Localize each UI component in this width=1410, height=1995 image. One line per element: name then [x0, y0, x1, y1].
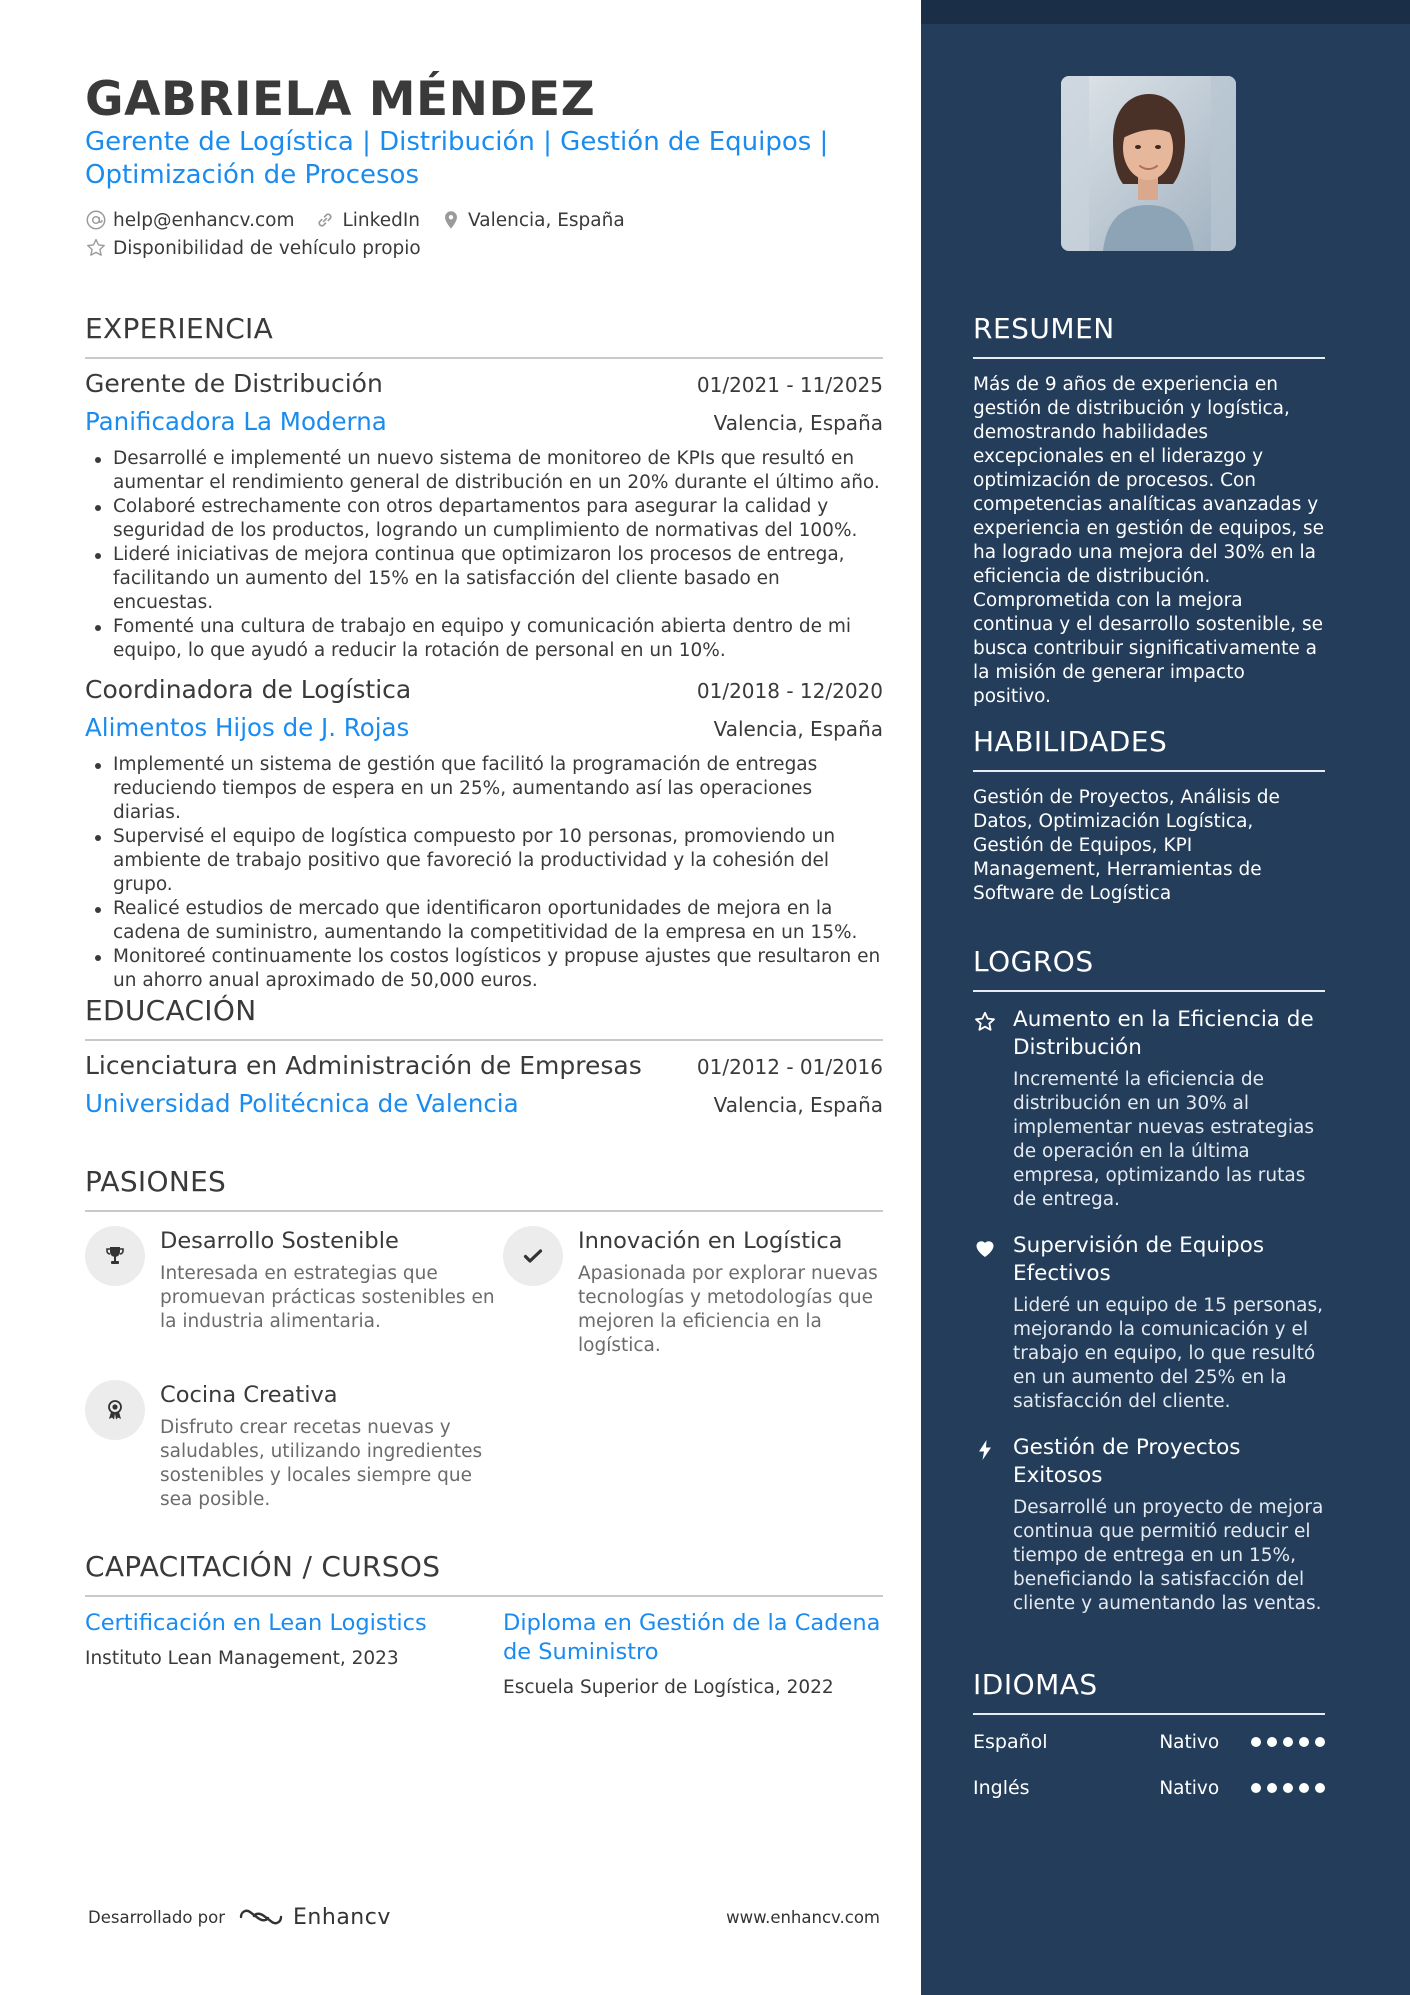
- rating-dot: [1267, 1783, 1277, 1793]
- course-institution: Escuela Superior de Logística, 2022: [503, 1677, 834, 1698]
- passion-item: [503, 1226, 883, 1358]
- trophy-icon: [85, 1226, 145, 1286]
- achievements-section: [973, 945, 1325, 1636]
- location-text: Valencia, España: [468, 209, 625, 231]
- rating-dot: [1299, 1737, 1309, 1747]
- passion-desc: Apasionada por explorar nuevas tecnologías y metodologías que mejoren la eficiencia en la logística.: [578, 1263, 878, 1356]
- job-role: Coordinadora de Logística: [85, 675, 412, 704]
- job-dates: 01/2018 - 12/2020: [696, 679, 883, 703]
- candidate-name: GABRIELA MÉNDEZ: [85, 72, 596, 127]
- linkedin-item[interactable]: [314, 209, 420, 231]
- star-icon: [973, 1006, 1013, 1212]
- achievement-desc: Lideré un equipo de 15 personas, mejorando la comunicación y el trabajo en equipo, lo que resultó en un aumento del 25% en la satisfacción del cliente.: [1013, 1295, 1323, 1412]
- achievement-title: Supervisión de Equipos Efectivos: [1013, 1233, 1265, 1286]
- achievement-item: [973, 1434, 1325, 1616]
- education-section: [85, 994, 883, 1127]
- star-outline-icon: [85, 237, 107, 259]
- achievement-desc: Desarrollé un proyecto de mejora continua que permitió reducir el tiempo de entrega en un 15%, beneficiando la satisfacción del cliente y aumentando las ventas.: [1013, 1497, 1324, 1614]
- achievement-title: Aumento en la Eficiencia de Distribución: [1013, 1007, 1314, 1060]
- language-rating: [1251, 1783, 1325, 1793]
- skills-text: Gestión de Proyectos, Análisis de Datos, Optimización Logística, Gestión de Equipos, KPI Management, Herramientas de Software de Logística: [973, 787, 1280, 904]
- passion-desc: Disfruto crear recetas nuevas y saludables, utilizando ingredientes sostenibles y locales siempre que sea posible.: [160, 1417, 483, 1510]
- made-by-text: Desarrollado por: [88, 1907, 226, 1927]
- bullet-item: Realicé estudios de mercado que identificaron oportunidades de mejora en la cadena de suministro, aumentando la competitividad de la empresa en un 15%.: [85, 897, 883, 945]
- heart-icon: [973, 1232, 1013, 1414]
- award-icon: [85, 1380, 145, 1440]
- skills-section: [973, 725, 1325, 906]
- job-entry: [85, 675, 883, 993]
- rating-dot: [1251, 1737, 1261, 1747]
- achievement-desc: Incrementé la eficiencia de distribución en un 30% al implementar nuevas estrategias de operación en la última empresa, optimizando las rutas de entrega.: [1013, 1069, 1314, 1210]
- experience-section: [85, 312, 883, 993]
- rating-dot: [1315, 1737, 1325, 1747]
- email-text: help@enhancv.com: [113, 209, 295, 231]
- education-location: Valencia, España: [713, 1093, 883, 1117]
- job-dates: 01/2021 - 11/2025: [696, 373, 883, 397]
- bolt-icon: [973, 1434, 1013, 1616]
- languages-title: IDIOMAS: [973, 1668, 1325, 1715]
- bullet-item: Fomenté una cultura de trabajo en equipo y comunicación abierta dentro de mi equipo, lo que ayudó a reducir la rotación de personal en un 10%.: [85, 615, 883, 663]
- check-icon: [503, 1226, 563, 1286]
- school: Universidad Politécnica de Valencia: [85, 1089, 519, 1118]
- course-title: Certificación en Lean Logistics: [85, 1610, 427, 1636]
- job-entry: [85, 369, 883, 663]
- summary-title: RESUMEN: [973, 312, 1325, 359]
- course-item: [85, 1609, 503, 1698]
- email-item[interactable]: [85, 209, 294, 231]
- footer-url[interactable]: www.enhancv.com: [726, 1907, 880, 1927]
- rating-dot: [1315, 1783, 1325, 1793]
- language-rating: [1251, 1737, 1325, 1747]
- job-location: Valencia, España: [713, 411, 883, 435]
- education-dates: 01/2012 - 01/2016: [696, 1055, 883, 1079]
- bullet-item: Monitoreé continuamente los costos logísticos y propuse ajustes que resultaron en un ahorro anual aproximado de 50,000 euros.: [85, 945, 883, 993]
- languages-section: [973, 1668, 1325, 1811]
- footer: [88, 1904, 880, 1930]
- sidebar: [921, 0, 1410, 1995]
- rating-dot: [1299, 1783, 1309, 1793]
- passions-section: [85, 1165, 883, 1512]
- bullet-item: Colaboré estrechamente con otros departamentos para asegurar la calidad y seguridad de los productos, logrando un cumplimiento de normativas del 100%.: [85, 495, 883, 543]
- job-company: Panificadora La Moderna: [85, 407, 387, 436]
- rating-dot: [1283, 1737, 1293, 1747]
- course-item: [503, 1609, 883, 1698]
- skills-title: HABILIDADES: [973, 725, 1325, 772]
- language-name: Inglés: [973, 1777, 1030, 1799]
- enhancv-logo-icon: [237, 1904, 285, 1930]
- job-location: Valencia, España: [713, 717, 883, 741]
- rating-dot: [1251, 1783, 1261, 1793]
- degree: Licenciatura en Administración de Empresas: [85, 1051, 642, 1080]
- rating-dot: [1267, 1737, 1277, 1747]
- link-icon: [314, 209, 336, 231]
- language-level: Nativo: [1159, 1777, 1220, 1799]
- bullet-item: Implementé un sistema de gestión que facilitó la programación de entregas reduciendo tiempos de espera en un 25%, aumentando así las operaciones diarias.: [85, 753, 883, 825]
- passion-item: [85, 1380, 503, 1512]
- education-entry: [85, 1051, 883, 1127]
- education-title: EDUCACIÓN: [85, 994, 883, 1041]
- brand-name: Enhancv: [293, 1904, 391, 1930]
- bullet-item: Supervisé el equipo de logística compuesto por 10 personas, promoviendo un ambiente de trabajo positivo que favoreció la productividad y la cohesión del grupo.: [85, 825, 883, 897]
- job-bullets: [85, 447, 883, 663]
- experience-title: EXPERIENCIA: [85, 312, 883, 359]
- achievement-item: [973, 1006, 1325, 1212]
- summary-text: Más de 9 años de experiencia en gestión de distribución y logística, demostrando habilidades excepcionales en el liderazgo y optimización de procesos. Con competencias analíticas avanzadas y experiencia en gestión de equipos, se ha logrado una mejora del 30% en la eficiencia de distribución. Comprometida con la mejora continua y el desarrollo sostenible, se busca contribuir significativamente a la misión de generar impacto positivo.: [973, 374, 1325, 707]
- achievements-title: LOGROS: [973, 945, 1325, 992]
- headline: Gerente de Logística | Distribución | Gestión de Equipos | Optimización de Procesos: [85, 127, 829, 190]
- language-name: Español: [973, 1731, 1048, 1753]
- at-icon: [85, 209, 107, 231]
- course-title: Diploma en Gestión de la Cadena de Suministro: [503, 1610, 881, 1665]
- passion-title: Cocina Creativa: [160, 1382, 338, 1408]
- bullet-item: Desarrollé e implementé un nuevo sistema de monitoreo de KPIs que resultó en aumentar el rendimiento general de distribución en un 20% durante el último año.: [85, 447, 883, 495]
- passion-item: [85, 1226, 503, 1358]
- job-company: Alimentos Hijos de J. Rojas: [85, 713, 410, 742]
- language-item: [973, 1719, 1325, 1765]
- course-institution: Instituto Lean Management, 2023: [85, 1648, 399, 1669]
- language-item: [973, 1765, 1325, 1811]
- courses-section: [85, 1550, 883, 1698]
- achievement-title: Gestión de Proyectos Exitosos: [1013, 1435, 1241, 1488]
- job-role: Gerente de Distribución: [85, 369, 383, 398]
- bullet-item: Lideré iniciativas de mejora continua que optimizaron los procesos de entrega, facilitando un aumento del 15% en la satisfacción del cliente basado en encuestas.: [85, 543, 883, 615]
- vehicle-text: Disponibilidad de vehículo propio: [113, 237, 421, 259]
- vehicle-item: [85, 237, 421, 259]
- map-pin-icon: [440, 209, 462, 231]
- language-level: Nativo: [1159, 1731, 1220, 1753]
- courses-title: CAPACITACIÓN / CURSOS: [85, 1550, 883, 1597]
- passion-title: Innovación en Logística: [578, 1228, 843, 1254]
- location-item: [440, 209, 625, 231]
- profile-photo: [1061, 76, 1236, 251]
- passion-title: Desarrollo Sostenible: [160, 1228, 399, 1254]
- linkedin-text: LinkedIn: [342, 209, 421, 231]
- job-bullets: [85, 753, 883, 993]
- summary-section: [973, 312, 1325, 709]
- passions-title: PASIONES: [85, 1165, 883, 1212]
- sidebar-top-band: [921, 0, 1410, 24]
- passion-desc: Interesada en estrategias que promuevan prácticas sostenibles en la industria alimentaria.: [160, 1263, 495, 1332]
- contact-info: [85, 206, 885, 262]
- rating-dot: [1283, 1783, 1293, 1793]
- achievement-item: [973, 1232, 1325, 1414]
